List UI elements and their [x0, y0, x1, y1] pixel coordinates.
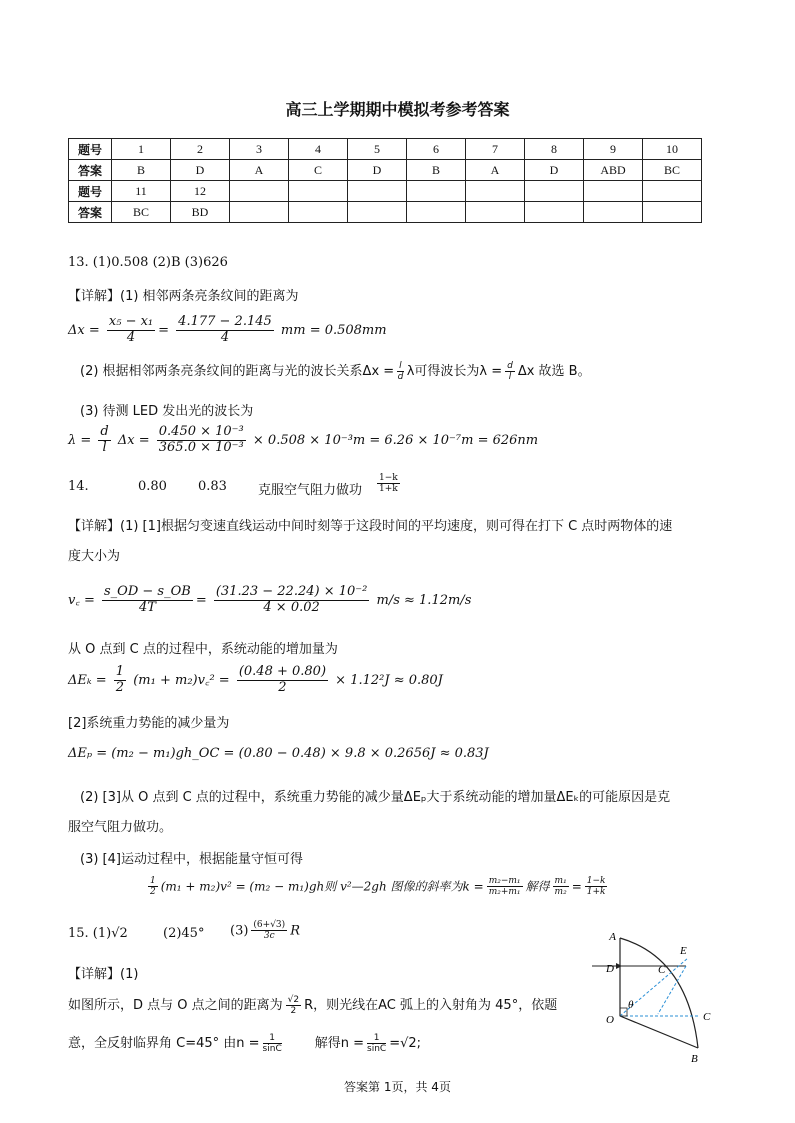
table-cell	[466, 181, 525, 202]
q14-answer-2: 0.83	[198, 479, 227, 494]
denominator: 2	[278, 679, 287, 695]
text: (2) 根据相邻两条亮条纹间的距离与光的波长关系Δx =	[80, 364, 395, 379]
denominator: sinC	[262, 1044, 282, 1054]
table-cell: 6	[407, 139, 466, 160]
numerator: 1	[150, 876, 156, 886]
q14-answer-3: 克服空气阻力做功	[258, 483, 363, 498]
denominator: 2	[115, 679, 125, 695]
q14-part2: (2) [3]从 O 点到 C 点的过程中，系统重力势能的减少量ΔEₚ大于系统动能的增加量ΔEₖ的可能原因是克	[80, 790, 671, 805]
text: (3)	[230, 923, 249, 939]
numerator: l	[399, 360, 402, 371]
numerator: (31.23 − 22.24) × 10⁻²	[215, 584, 368, 599]
fraction	[148, 876, 158, 898]
eq-text: (m₁ + m₂)v² = (m₂ − m₁)gh则 v²—2gh 图像的斜率为k =	[160, 879, 484, 894]
eq-text: λ =	[68, 432, 92, 448]
table-cell	[466, 202, 525, 223]
table-cell: 答案	[69, 202, 112, 223]
table-cell: 12	[171, 181, 230, 202]
table-cell: B	[112, 160, 171, 181]
q14-detail-cont: 度大小为	[68, 549, 121, 564]
q15-text-2	[68, 1032, 421, 1054]
denominator: l	[102, 439, 107, 455]
fraction	[553, 876, 569, 898]
table-cell: B	[407, 160, 466, 181]
label-d: D	[606, 963, 614, 975]
table-cell: 9	[584, 139, 643, 160]
text: Δx 故选 B。	[517, 364, 591, 379]
fraction	[377, 473, 400, 495]
table-cell: D	[171, 160, 230, 181]
denominator: 4	[220, 329, 230, 345]
table-cell: 题号	[69, 181, 112, 202]
table-cell: 7	[466, 139, 525, 160]
table-cell: 2	[171, 139, 230, 160]
table-cell: 4	[289, 139, 348, 160]
q13-part3: (3) 待测 LED 发出光的波长为	[80, 404, 254, 419]
numerator: √2	[287, 994, 300, 1005]
eq-text: Δx =	[68, 322, 100, 338]
numerator: (6+√3)	[253, 920, 286, 930]
q14-energy-equation	[145, 876, 610, 898]
table-cell: 10	[643, 139, 702, 160]
numerator: m₂−m₁	[488, 876, 521, 886]
eq-text: =	[571, 879, 582, 894]
numerator: 1−k	[379, 473, 398, 483]
q14-ek-equation	[68, 665, 443, 696]
fraction	[251, 920, 287, 942]
q13-equation-1: Δx = $\frac{\text{x₅ − x₁}}{4}$ = $\frac{4.177 - 2.145}{4}$ mm = 0.508mm	[68, 314, 387, 345]
label-c-inner: C	[658, 964, 666, 976]
table-cell: 答案	[69, 160, 112, 181]
table-cell: 题号	[69, 139, 112, 160]
table-cell: 3	[230, 139, 289, 160]
numerator: d	[507, 360, 513, 371]
denominator: 1+k	[379, 484, 398, 495]
table-cell	[348, 202, 407, 223]
denominator: 4	[126, 329, 136, 345]
denominator: m₂	[554, 887, 567, 898]
numerator: 1	[367, 1033, 386, 1044]
line-ob	[620, 1016, 698, 1048]
eq-text: v꜀ =	[68, 592, 95, 608]
label-theta: θ	[628, 999, 634, 1011]
page-footer: 答案第 1页，共 4页	[344, 1080, 451, 1094]
eq-text: 解得	[525, 879, 550, 894]
q13-detail: 【详解】(1) 相邻两条亮条纹间的距离为	[68, 289, 299, 304]
text: 意，全反射临界角 C=45° 由n =	[68, 1036, 260, 1051]
text: λ可得波长为λ =	[406, 364, 503, 379]
fraction	[107, 315, 155, 346]
denominator: m₂+m₁	[488, 887, 521, 898]
table-cell: A	[230, 160, 289, 181]
table-cell	[407, 181, 466, 202]
q13-equation-3	[68, 425, 538, 456]
eq-text: × 0.508 × 10⁻³m = 6.26 × 10⁻⁷m = 626nm	[252, 432, 539, 448]
table-cell: BC	[643, 160, 702, 181]
table-row	[69, 160, 702, 181]
page-title: 高三上学期期中模拟考参考答案	[285, 100, 510, 119]
denominator: 365.0 × 10⁻³	[158, 439, 244, 455]
table-cell	[348, 181, 407, 202]
table-row	[69, 202, 702, 223]
denominator: sinC	[367, 1044, 387, 1054]
table-cell: 11	[112, 181, 171, 202]
label-e: E	[680, 945, 687, 957]
denominator: d	[397, 372, 404, 382]
q14-num: 14.	[68, 479, 89, 494]
table-cell: 8	[525, 139, 584, 160]
q14-part2-cont: 服空气阻力做功。	[68, 820, 173, 835]
table-cell	[525, 181, 584, 202]
denominator: 4 × 0.02	[263, 599, 320, 615]
q14-ep-text: [2]系统重力势能的减少量为	[68, 716, 230, 731]
fraction	[263, 1033, 282, 1055]
q15-detail: 【详解】(1)	[68, 967, 139, 982]
eq-text: m/s ≈ 1.12m/s	[376, 592, 472, 608]
text: R	[290, 923, 300, 939]
table-cell: 5	[348, 139, 407, 160]
q15-answer-1: 15. (1)√2	[68, 926, 128, 941]
numerator: 1	[263, 1033, 282, 1044]
table-cell	[643, 181, 702, 202]
fraction	[367, 1033, 386, 1055]
fraction	[585, 876, 608, 898]
fraction	[397, 361, 404, 383]
q15-answer-3	[230, 920, 300, 942]
denominator: 2	[150, 887, 156, 898]
table-cell	[230, 202, 289, 223]
numerator: d	[100, 424, 109, 439]
table-cell	[525, 202, 584, 223]
text: 如图所示，D 点与 O 点之间的距离为	[68, 998, 283, 1013]
table-cell: BC	[112, 202, 171, 223]
answer-table	[68, 138, 702, 223]
label-a: A	[609, 931, 616, 943]
table-cell: D	[525, 160, 584, 181]
fraction	[487, 876, 523, 898]
q14-ek-text: 从 O 点到 C 点的过程中，系统动能的增加量为	[68, 642, 338, 657]
denominator: 1+k	[586, 887, 606, 898]
table-cell	[643, 202, 702, 223]
q15-answer-2: (2)45°	[163, 926, 205, 941]
fraction	[214, 585, 370, 616]
numerator: x₅ − x₁	[108, 314, 154, 329]
optics-diagram	[588, 928, 728, 1068]
text: R，则光线在AC 弧上的入射角为 45°，依题	[304, 998, 558, 1013]
numerator: (0.48 + 0.80)	[238, 664, 327, 679]
numerator: m₁	[554, 876, 567, 886]
eq-text: (m₁ + m₂)v꜀² =	[133, 672, 230, 688]
q14-answer-4	[374, 473, 403, 495]
table-cell: ABD	[584, 160, 643, 181]
table-cell: BD	[171, 202, 230, 223]
label-c-outer: C	[703, 1011, 711, 1023]
fraction	[102, 585, 193, 616]
eq-text: Δx =	[117, 432, 150, 448]
denominator: 2	[290, 1006, 297, 1016]
q15-text-1	[68, 994, 557, 1016]
q14-part3: (3) [4]运动过程中，根据能量守恒可得	[80, 852, 303, 867]
table-cell: 1	[112, 139, 171, 160]
table-cell	[407, 202, 466, 223]
label-o: O	[606, 1014, 614, 1026]
fraction	[114, 665, 126, 696]
text: 解得n =	[314, 1036, 364, 1051]
q14-velocity-equation: v꜀ = $\frac{s\_OD - s\_OB}{4T}$ = $\frac{\text{(31.23 − 22.24) × 10⁻²}}{4 \times 0.02}$ m/s ≈ 1.12m/s	[68, 584, 472, 615]
table-cell: D	[348, 160, 407, 181]
arrow-icon	[616, 963, 622, 969]
table-cell	[584, 181, 643, 202]
fraction	[237, 665, 328, 696]
table-cell	[289, 181, 348, 202]
q14-detail: 【详解】(1) [1]根据匀变速直线运动中间时刻等于这段时间的平均速度，则可得在打下 C 点时两物体的速	[68, 519, 673, 534]
table-cell	[230, 181, 289, 202]
table-row	[69, 181, 702, 202]
eq-text: mm = 0.508mm	[280, 322, 387, 338]
table-cell: A	[466, 160, 525, 181]
numerator: s_OD − s_OB	[104, 584, 191, 599]
eq-text: × 1.12²J ≈ 0.80J	[335, 672, 443, 688]
q14-answer-1: 0.80	[138, 479, 167, 494]
denominator: 3c	[263, 931, 275, 942]
numerator: 4.177 − 2.145	[178, 314, 272, 329]
denominator: 4T	[138, 599, 156, 615]
fraction	[176, 315, 274, 346]
eq-text: ΔEₖ =	[68, 672, 107, 688]
numerator: 0.450 × 10⁻³	[158, 424, 244, 439]
fraction	[157, 425, 246, 456]
q13-part2	[80, 360, 591, 382]
numerator: 1−k	[586, 876, 606, 886]
q13-header: 13. (1)0.508 (2)B (3)626	[68, 255, 228, 270]
table-row	[69, 139, 702, 160]
text: =√2;	[389, 1036, 422, 1051]
label-b: B	[691, 1053, 698, 1065]
numerator: 1	[115, 664, 125, 679]
table-cell	[289, 202, 348, 223]
fraction	[98, 425, 110, 456]
denominator: l	[508, 372, 512, 382]
q14-ep-equation: ΔEₚ = (m₂ − m₁)gh_OC = (0.80 − 0.48) × 9.8 × 0.2656J ≈ 0.83J	[68, 746, 489, 761]
fraction	[286, 995, 301, 1017]
fraction	[505, 361, 515, 383]
table-cell	[584, 202, 643, 223]
table-cell: C	[289, 160, 348, 181]
